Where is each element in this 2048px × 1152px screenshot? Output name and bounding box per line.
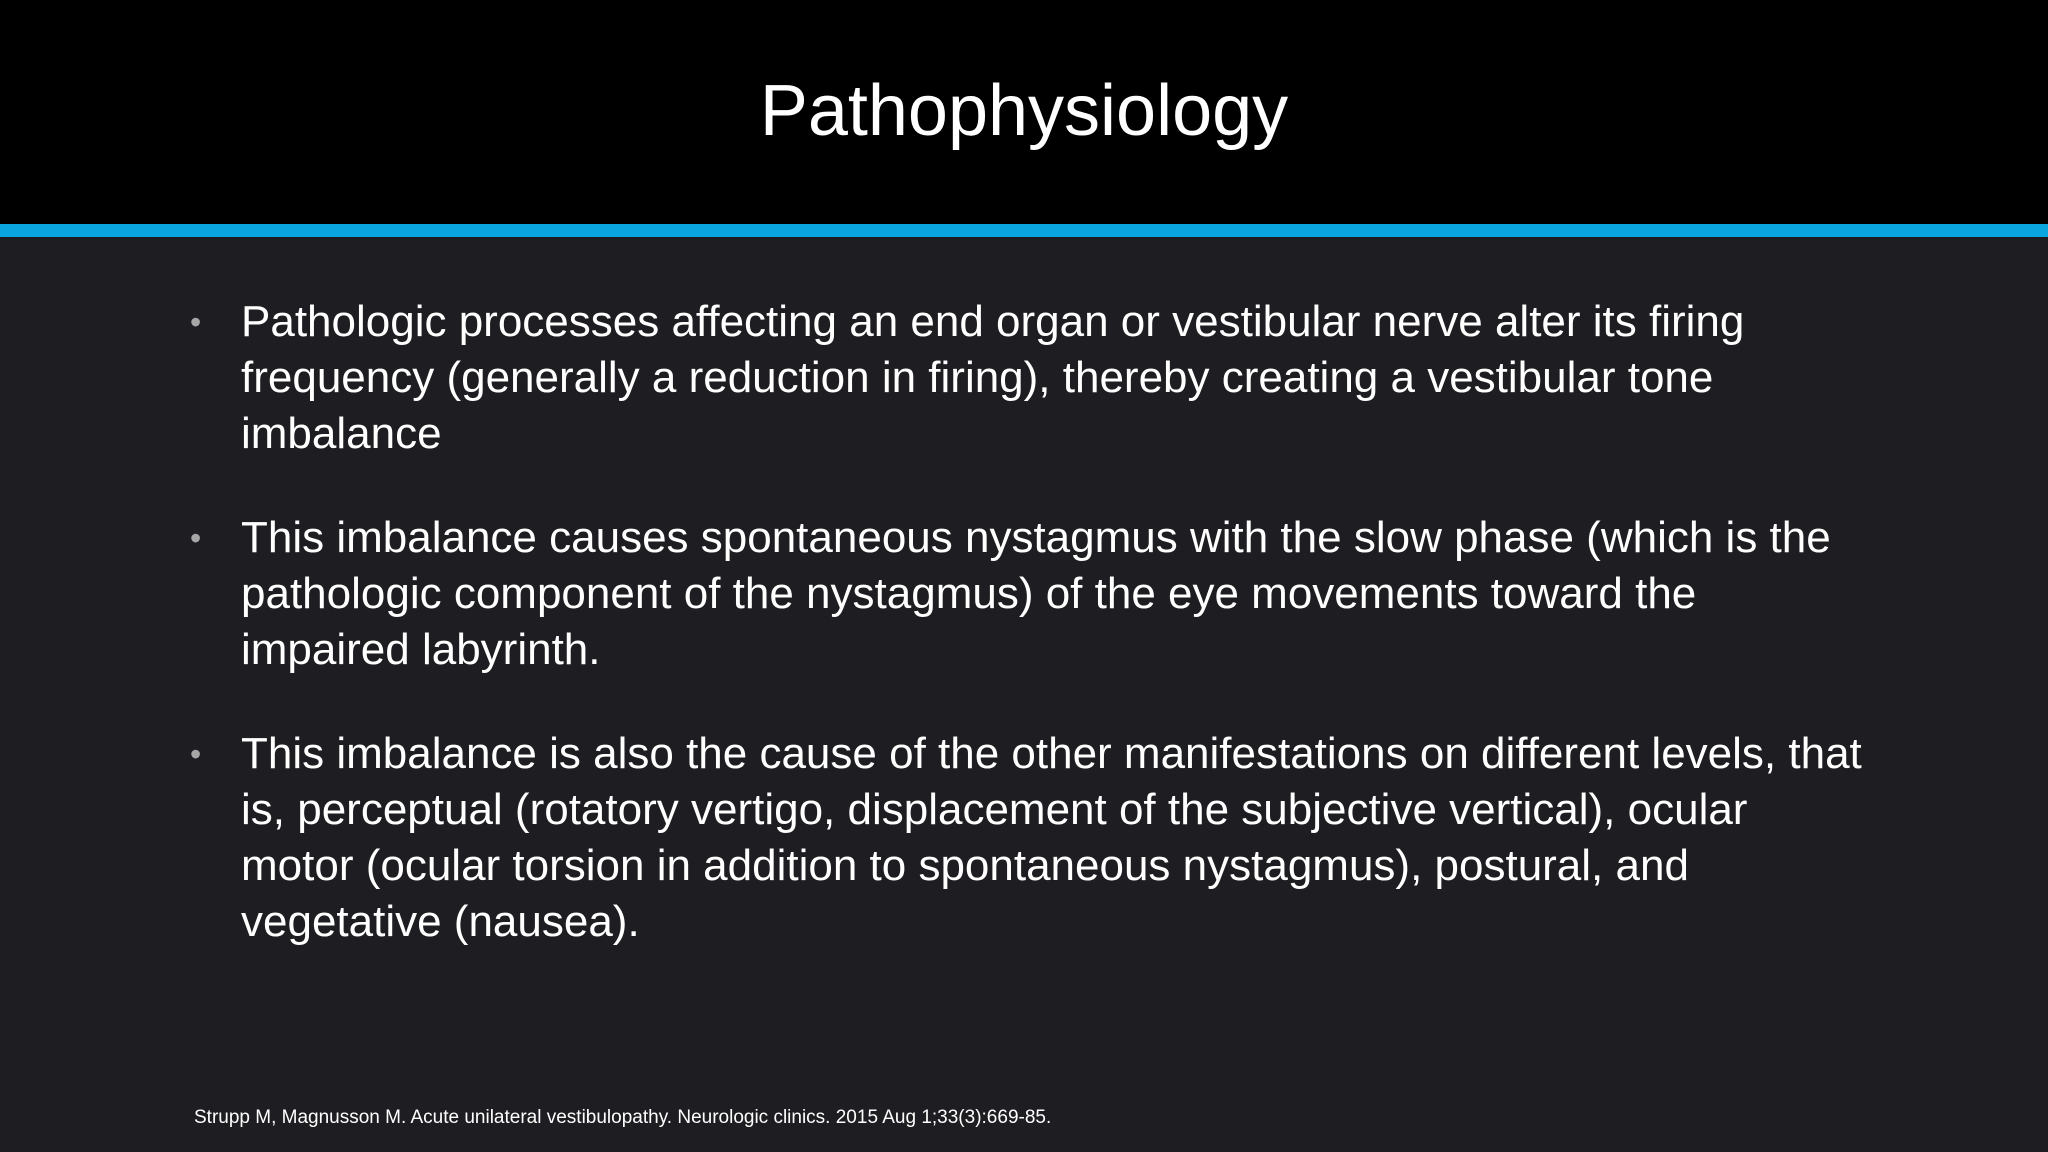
bullet-marker: • [190, 736, 202, 772]
bullet-marker: • [190, 520, 202, 556]
bullet-text: This imbalance causes spontaneous nystagmus with the slow phase (which is the pathologic component of the nystagmus) of the eye movements toward the impaired labyrinth. [241, 513, 1831, 674]
bullet-item [190, 510, 1870, 678]
bullet-marker: • [190, 304, 202, 340]
bullet-item [190, 294, 1870, 462]
citation: Strupp M, Magnusson M. Acute unilateral vestibulopathy. Neurologic clinics. 2015 Aug 1;33(3):669-85. [194, 1107, 1052, 1128]
bullet-text: Pathologic processes affecting an end organ or vestibular nerve alter its firing frequency (generally a reduction in firing), thereby creating a vestibular tone imbalance [241, 297, 1745, 458]
bullet-text: This imbalance is also the cause of the other manifestations on different levels, that is, perceptual (rotatory vertigo, displacement of the subjective vertical), ocular motor (ocular torsion in addition to spontaneous nystagmus), postural, and vegetative (nausea). [241, 729, 1862, 946]
accent-bar [0, 224, 2048, 237]
title-band [0, 0, 2048, 224]
bullet-item [190, 726, 1870, 950]
slide-title: Pathophysiology [759, 71, 1289, 151]
bullet-list [190, 294, 1870, 998]
